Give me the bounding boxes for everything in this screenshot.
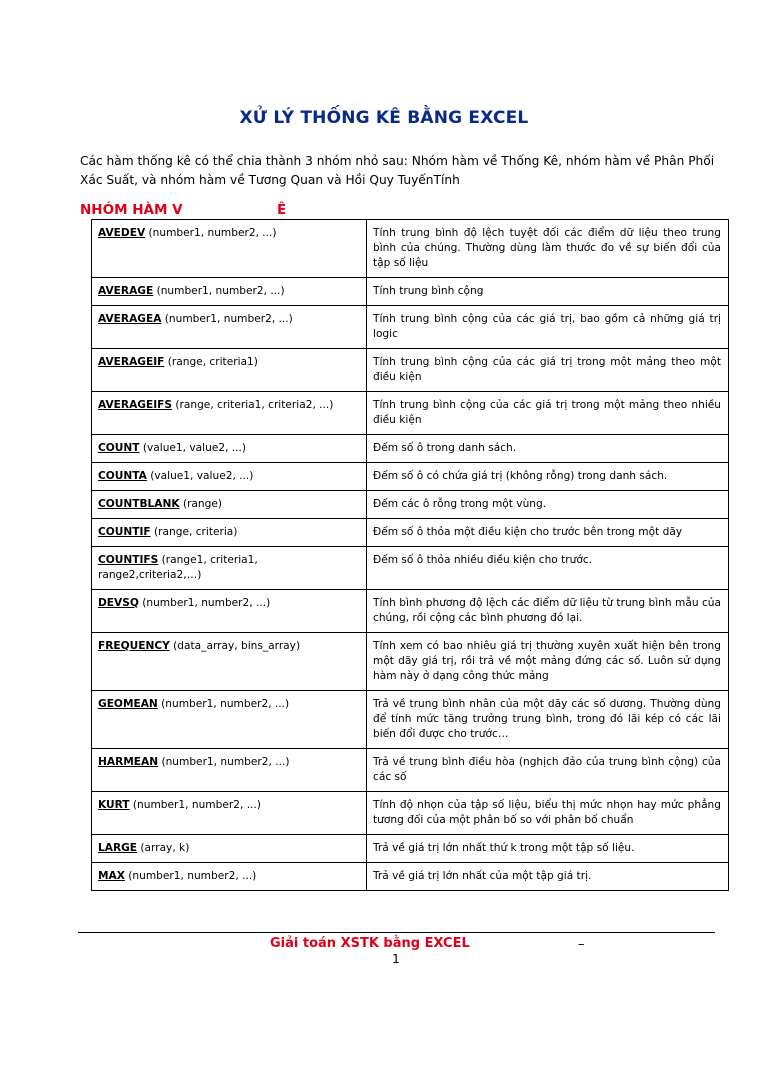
function-description: Trả về giá trị lớn nhất thứ k trong một tập số liệu. xyxy=(367,835,729,863)
function-args: (number1, number2, ...) xyxy=(138,597,271,609)
function-description: Trả về giá trị lớn nhất của một tập giá trị. xyxy=(367,863,729,891)
function-signature-cell xyxy=(92,278,367,306)
function-args: (range, criteria) xyxy=(150,526,238,538)
function-args: (range, criteria1, criteria2, ...) xyxy=(172,399,334,411)
function-args: (range) xyxy=(179,498,223,510)
table-row xyxy=(92,590,729,633)
table-row xyxy=(92,792,729,835)
function-description: Đếm số ô có chứa giá trị (không rỗng) trong danh sách. xyxy=(367,463,729,491)
function-name: AVEDEV xyxy=(98,227,146,239)
function-signature-cell xyxy=(92,392,367,435)
table-row xyxy=(92,349,729,392)
function-signature-cell xyxy=(92,749,367,792)
function-name: GEOMEAN xyxy=(98,698,158,710)
function-signature-cell xyxy=(92,691,367,749)
function-signature-cell xyxy=(92,835,367,863)
group-heading-part2: Ê xyxy=(277,202,287,218)
intro-paragraph: Các hàm thống kê có thể chia thành 3 nhóm nhỏ sau: Nhóm hàm về Thống Kê, nhóm hàm về Phân Phối Xác Suất, và nhóm hàm về Tương Quan và Hồi Quy TuyếnTính xyxy=(80,154,715,187)
function-description: Đếm số ô trong danh sách. xyxy=(367,435,729,463)
function-signature-cell xyxy=(92,491,367,519)
function-signature-cell xyxy=(92,792,367,835)
function-args: (value1, value2, ...) xyxy=(139,442,247,454)
function-args: (number1, number2, ...) xyxy=(157,698,290,710)
table-row xyxy=(92,519,729,547)
function-args: (array, k) xyxy=(137,842,190,854)
function-signature-cell xyxy=(92,863,367,891)
function-description: Tính trung bình cộng của các giá trị, bao gồm cả những giá trị logic xyxy=(367,306,729,349)
function-args: (data_array, bins_array) xyxy=(169,640,301,652)
footer-divider xyxy=(78,932,715,933)
function-description: Trả về trung bình nhân của một dãy các số dương. Thường dùng để tính mức tăng trưởng trung bình, trong đó lãi kép có các lãi biến đổi được cho trước… xyxy=(367,691,729,749)
function-signature-cell xyxy=(92,435,367,463)
group-heading-part1: NHÓM HÀM V xyxy=(80,202,183,218)
function-name: FREQUENCY xyxy=(98,640,170,652)
function-description: Đếm các ô rỗng trong một vùng. xyxy=(367,491,729,519)
function-table xyxy=(91,219,729,891)
page-title: XỬ LÝ THỐNG KÊ BẰNG EXCEL xyxy=(239,108,529,128)
table-row xyxy=(92,633,729,691)
table-row xyxy=(92,392,729,435)
function-name: AVERAGEIF xyxy=(98,356,165,368)
function-description: Tính bình phương độ lệch các điểm dữ liệu từ trung bình mẫu của chúng, rồi cộng các bình phương đó lại. xyxy=(367,590,729,633)
table-row xyxy=(92,547,729,590)
function-name: HARMEAN xyxy=(98,756,159,768)
table-row xyxy=(92,835,729,863)
function-description: Tính độ nhọn của tập số liệu, biểu thị mức nhọn hay mức phẳng tương đối của một phân bố so với phân bố chuẩn xyxy=(367,792,729,835)
table-row xyxy=(92,220,729,278)
function-signature-cell xyxy=(92,519,367,547)
function-name: AVERAGEIFS xyxy=(98,399,173,411)
table-row xyxy=(92,749,729,792)
function-signature-cell xyxy=(92,349,367,392)
function-args: (range, criteria1) xyxy=(164,356,258,368)
function-description: Tính trung bình độ lệch tuyệt đối các điểm dữ liệu theo trung bình của chúng. Thường dùng làm thước đo về sự biến đổi của tập số liệu xyxy=(367,220,729,278)
function-args: (range1, criteria1, range2,criteria2,…) xyxy=(98,554,258,581)
function-signature-cell xyxy=(92,590,367,633)
table-row xyxy=(92,463,729,491)
function-signature-cell xyxy=(92,306,367,349)
table-row xyxy=(92,863,729,891)
function-description: Tính trung bình cộng của các giá trị trong một mảng theo một điều kiện xyxy=(367,349,729,392)
table-row xyxy=(92,435,729,463)
function-name: LARGE xyxy=(98,842,138,854)
function-description: Tính trung bình cộng xyxy=(367,278,729,306)
function-name: KURT xyxy=(98,799,130,811)
function-signature-cell xyxy=(92,463,367,491)
function-args: (number1, number2, ...) xyxy=(129,799,261,811)
table-row xyxy=(92,306,729,349)
table-row xyxy=(92,491,729,519)
function-name: COUNTA xyxy=(98,470,147,482)
function-name: MAX xyxy=(98,870,125,882)
function-description: Đếm số ô thỏa một điều kiện cho trước bên trong một dãy xyxy=(367,519,729,547)
function-signature-cell xyxy=(92,547,367,590)
function-description: Trả về trung bình điều hòa (nghịch đảo của trung bình cộng) của các số xyxy=(367,749,729,792)
table-row xyxy=(92,691,729,749)
function-name: COUNTIFS xyxy=(98,554,159,566)
function-args: (number1, number2, ...) xyxy=(153,285,285,297)
function-description: Tính xem có bao nhiêu giá trị thường xuyên xuất hiện bên trong một dãy giá trị, rồi trả về một mảng đứng các số. Luôn sử dụng hàm này ở dạng công thức mảng xyxy=(367,633,729,691)
page-number: 1 xyxy=(392,952,400,966)
function-signature-cell xyxy=(92,633,367,691)
footer-title: Giải toán XSTK bằng EXCEL xyxy=(270,936,470,951)
function-name: AVERAGEA xyxy=(98,313,162,325)
function-name: AVERAGE xyxy=(98,285,154,297)
function-args: (number1, number2, ...) xyxy=(158,756,290,768)
function-name: COUNTIF xyxy=(98,526,151,538)
function-args: (number1, number2, ...) xyxy=(124,870,257,882)
function-name: COUNTBLANK xyxy=(98,498,180,510)
function-args: (number1, number2, ...) xyxy=(145,227,277,239)
function-args: (number1, number2, ...) xyxy=(161,313,293,325)
table-row xyxy=(92,278,729,306)
function-name: COUNT xyxy=(98,442,140,454)
function-args: (value1, value2, ...) xyxy=(146,470,254,482)
function-name: DEVSQ xyxy=(98,597,139,609)
function-signature-cell xyxy=(92,220,367,278)
function-description: Đếm số ô thỏa nhiều điều kiện cho trước. xyxy=(367,547,729,590)
footer-dash: – xyxy=(578,937,585,952)
function-description: Tính trung bình cộng của các giá trị trong một mảng theo nhiều điều kiện xyxy=(367,392,729,435)
